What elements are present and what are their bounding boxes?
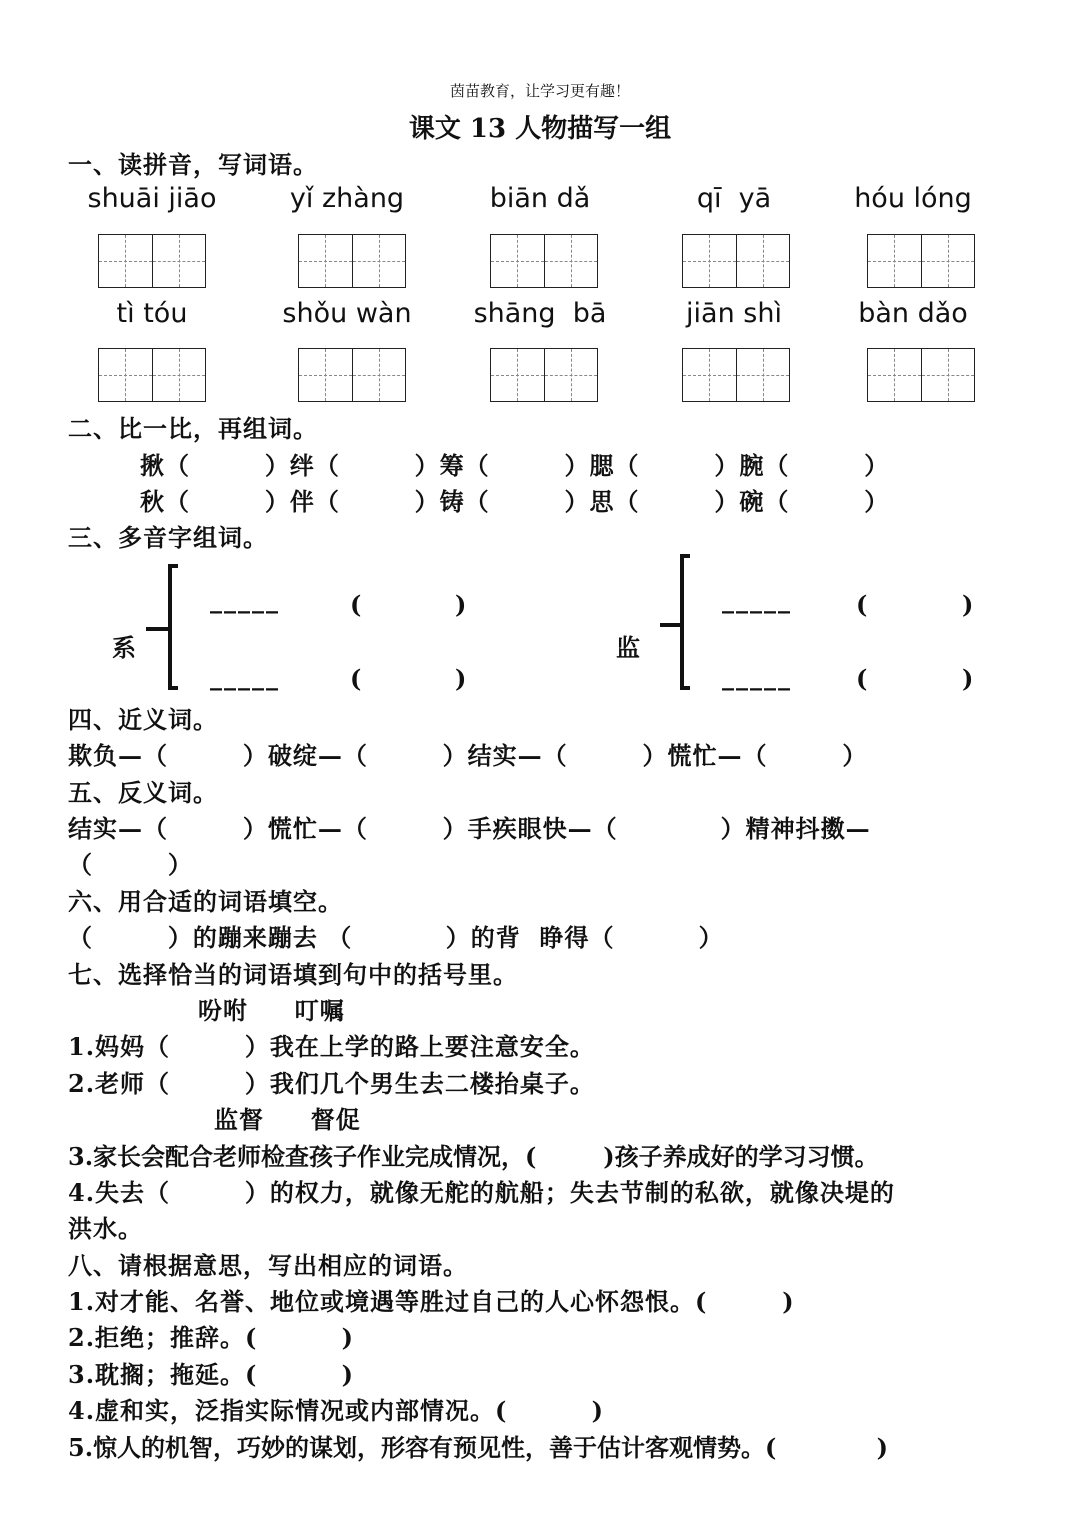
pinyin-6: tì tóu: [116, 298, 188, 329]
paren-close: ): [962, 590, 976, 619]
section-2-heading: 二、比一比，再组词。: [68, 414, 318, 443]
section-8-heading: 八、请根据意思，写出相应的词语。: [68, 1251, 468, 1280]
question-8-1: 1.对才能、名誉、地位或境遇等胜过自己的人心怀怨恨。( ): [68, 1287, 795, 1316]
section-5-heading: 五、反义词。: [68, 778, 218, 807]
char-grid[interactable]: [490, 234, 598, 288]
compare-line-1: 揪（ ）绊（ ）筹（ ）腮（ ）腕（ ）: [140, 451, 890, 480]
polyphone-char-1: 系: [112, 633, 136, 662]
blank-line[interactable]: _____: [722, 662, 792, 691]
pinyin-9: jiān shì: [686, 298, 782, 329]
paren-open: (: [350, 590, 364, 619]
antonym-line-1: 结实—（ ）慌忙—（ ）手疾眼快—（ ）精神抖擞—: [68, 814, 871, 843]
header-note: 茵苗教育，让学习更有趣！: [449, 82, 630, 100]
char-grid[interactable]: [682, 348, 790, 402]
blank-line[interactable]: _____: [210, 662, 280, 691]
brace-right-bottom: [680, 686, 690, 690]
paren-close: ): [455, 590, 469, 619]
compare-line-2: 秋（ ）伴（ ）铸（ ）思（ ）碗（ ）: [140, 487, 890, 516]
blank-line[interactable]: _____: [722, 585, 792, 614]
word-options-2: 监督 督促: [214, 1105, 361, 1134]
brace-left-bottom: [168, 686, 178, 690]
paren-close: ): [455, 664, 469, 693]
char-grid[interactable]: [98, 234, 206, 288]
question-7-2: 2.老师（ ）我们几个男生去二楼抬桌子。: [68, 1069, 595, 1098]
char-grid[interactable]: [867, 348, 975, 402]
section-6-heading: 六、用合适的词语填空。: [68, 887, 343, 916]
paren-open: (: [350, 664, 364, 693]
question-8-3: 3.耽搁；拖延。( ): [68, 1360, 354, 1389]
pinyin-3: biān dǎ: [489, 183, 591, 214]
brace-left-point: [146, 627, 170, 631]
question-7-4: 4.失去（ ）的权力，就像无舵的航船；失去节制的私欲，就像决堤的: [68, 1178, 895, 1207]
pinyin-5: hóu lóng: [854, 183, 972, 214]
paren-close: ): [962, 664, 976, 693]
pinyin-4: qī yā: [696, 183, 772, 214]
char-grid[interactable]: [298, 234, 406, 288]
fill-line: （ ）的蹦来蹦去 （ ）的背 睁得（ ）: [68, 923, 724, 952]
char-grid[interactable]: [98, 348, 206, 402]
word-options-1: 吩咐 叮嘱: [198, 996, 345, 1025]
section-7-heading: 七、选择恰当的词语填到句中的括号里。: [68, 960, 518, 989]
page-title: 课文 13 人物描写一组: [408, 114, 672, 144]
section-3-heading: 三、多音字组词。: [68, 523, 268, 552]
pinyin-8: shāng bā: [473, 298, 607, 329]
char-grid[interactable]: [298, 348, 406, 402]
pinyin-10: bàn dǎo: [858, 298, 968, 329]
question-8-4: 4.虚和实，泛指实际情况或内部情况。( ): [68, 1396, 604, 1425]
pinyin-1: shuāi jiāo: [87, 183, 217, 214]
brace-right-top: [680, 554, 690, 558]
antonym-line-2: （ ）: [68, 850, 193, 879]
brace-left-top: [168, 564, 178, 568]
question-8-2: 2.拒绝；推辞。( ): [68, 1323, 354, 1352]
brace-right-point: [660, 623, 682, 627]
pinyin-7: shǒu wàn: [282, 298, 412, 329]
question-8-5: 5.惊人的机智，巧妙的谋划，形容有预见性，善于估计客观情势。( ): [68, 1433, 889, 1462]
char-grid[interactable]: [867, 234, 975, 288]
char-grid[interactable]: [682, 234, 790, 288]
char-grid[interactable]: [490, 348, 598, 402]
pinyin-2: yǐ zhàng: [289, 183, 405, 214]
paren-open: (: [856, 664, 870, 693]
paren-open: (: [856, 590, 870, 619]
polyphone-char-2: 监: [616, 633, 640, 662]
section-1-heading: 一、读拼音，写词语。: [68, 150, 318, 179]
blank-line[interactable]: _____: [210, 585, 280, 614]
question-7-1: 1.妈妈（ ）我在上学的路上要注意安全。: [68, 1032, 595, 1061]
question-7-3: 3.家长会配合老师检查孩子作业完成情况，( )孩子养成好的学习习惯。: [68, 1142, 879, 1171]
synonym-line: 欺负—（ ）破绽—（ ）结实—（ ）慌忙—（ ）: [68, 741, 868, 770]
section-4-heading: 四、近义词。: [68, 705, 218, 734]
question-7-4-cont: 洪水。: [68, 1214, 143, 1243]
